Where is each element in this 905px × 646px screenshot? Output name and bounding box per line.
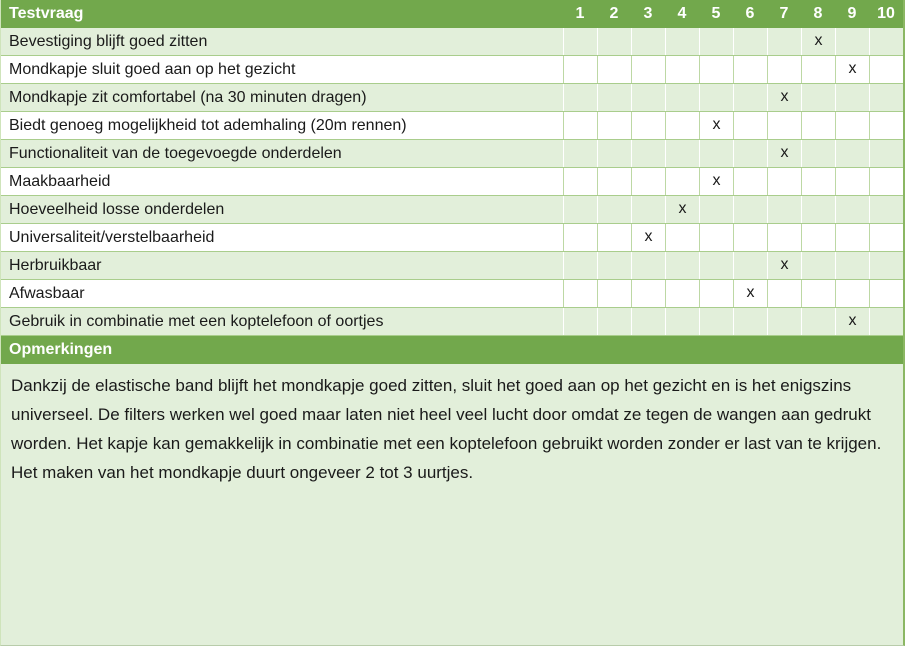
score-cell-10 — [869, 308, 903, 335]
row-label: Universaliteit/verstelbaarheid — [9, 229, 215, 246]
table-row — [1, 252, 903, 280]
row-label: Afwasbaar — [9, 285, 85, 302]
score-cell-5 — [699, 84, 733, 111]
score-cell-3 — [631, 112, 665, 139]
score-cell-7 — [767, 56, 801, 83]
row-score-cells — [563, 196, 903, 223]
score-mark-cell-9: x — [835, 56, 869, 83]
score-cell-7 — [767, 196, 801, 223]
score-column-headers — [563, 0, 903, 28]
score-cell-1 — [563, 84, 597, 111]
score-cell-2 — [597, 112, 631, 139]
score-cell-1 — [563, 196, 597, 223]
score-cell-3 — [631, 56, 665, 83]
score-mark-cell-4: x — [665, 196, 699, 223]
score-mark-cell-5: x — [699, 112, 733, 139]
score-cell-10 — [869, 28, 903, 55]
score-cell-6 — [733, 308, 767, 335]
score-cell-2 — [597, 308, 631, 335]
score-cell-8 — [801, 56, 835, 83]
row-label: Mondkapje sluit goed aan op het gezicht — [9, 61, 296, 78]
score-cell-6 — [733, 112, 767, 139]
score-cell-2 — [597, 56, 631, 83]
score-column-header-1: 1 — [575, 5, 585, 22]
score-cell-2 — [597, 224, 631, 251]
score-cell-9 — [835, 168, 869, 195]
score-cell-1 — [563, 56, 597, 83]
score-mark-cell-9: x — [835, 308, 869, 335]
score-cell-5 — [699, 28, 733, 55]
score-cell-5 — [699, 56, 733, 83]
score-column-header-8: 8 — [813, 5, 823, 22]
score-column-header-3: 3 — [643, 5, 653, 22]
score-cell-8 — [801, 168, 835, 195]
score-cell-1 — [563, 224, 597, 251]
row-score-cells — [563, 112, 903, 139]
score-cell-10 — [869, 56, 903, 83]
score-cell-8 — [801, 84, 835, 111]
comments-header — [1, 336, 903, 364]
row-label: Hoeveelheid losse onderdelen — [9, 201, 225, 218]
table-header-row — [1, 0, 903, 28]
score-cell-8 — [801, 140, 835, 167]
score-cell-9 — [835, 224, 869, 251]
row-score-cells — [563, 280, 903, 307]
row-label: Herbruikbaar — [9, 257, 102, 274]
row-score-cells — [563, 140, 903, 167]
score-cell-4 — [665, 28, 699, 55]
table-row — [1, 196, 903, 224]
comments-body — [1, 364, 903, 487]
score-cell-1 — [563, 280, 597, 307]
score-column-header-2: 2 — [609, 5, 619, 22]
table-row — [1, 280, 903, 308]
score-column-header-9: 9 — [847, 5, 857, 22]
score-cell-10 — [869, 168, 903, 195]
score-cell-5 — [699, 140, 733, 167]
score-cell-6 — [733, 168, 767, 195]
row-label: Maakbaarheid — [9, 173, 111, 190]
score-mark-cell-6: x — [733, 280, 767, 307]
score-column-header-4: 4 — [677, 5, 687, 22]
score-cell-1 — [563, 308, 597, 335]
table-row — [1, 308, 903, 336]
score-cell-6 — [733, 196, 767, 223]
score-cell-7 — [767, 28, 801, 55]
row-label: Gebruik in combinatie met een koptelefoon of oortjes — [9, 313, 384, 330]
score-cell-4 — [665, 56, 699, 83]
score-mark-cell-5: x — [699, 168, 733, 195]
score-mark-cell-7: x — [767, 252, 801, 279]
score-cell-4 — [665, 280, 699, 307]
score-mark-cell-7: x — [767, 140, 801, 167]
row-label: Functionaliteit van de toegevoegde onderdelen — [9, 145, 342, 162]
score-cell-10 — [869, 196, 903, 223]
table-row — [1, 140, 903, 168]
row-label: Bevestiging blijft goed zitten — [9, 33, 208, 50]
score-cell-9 — [835, 84, 869, 111]
score-cell-1 — [563, 168, 597, 195]
score-cell-4 — [665, 168, 699, 195]
row-label: Mondkapje zit comfortabel (na 30 minuten dragen) — [9, 89, 367, 106]
score-cell-8 — [801, 252, 835, 279]
score-cell-6 — [733, 84, 767, 111]
score-cell-7 — [767, 308, 801, 335]
score-cell-2 — [597, 280, 631, 307]
row-score-cells — [563, 252, 903, 279]
score-cell-5 — [699, 224, 733, 251]
score-cell-1 — [563, 28, 597, 55]
score-column-header-6: 6 — [745, 5, 755, 22]
score-cell-10 — [869, 84, 903, 111]
score-cell-8 — [801, 308, 835, 335]
score-cell-7 — [767, 280, 801, 307]
score-cell-8 — [801, 280, 835, 307]
score-cell-3 — [631, 308, 665, 335]
score-cell-4 — [665, 308, 699, 335]
score-cell-9 — [835, 252, 869, 279]
table-title: Testvraag — [9, 5, 84, 22]
score-cell-4 — [665, 224, 699, 251]
table-row — [1, 224, 903, 252]
score-cell-9 — [835, 112, 869, 139]
table-row — [1, 28, 903, 56]
score-cell-10 — [869, 140, 903, 167]
score-cell-9 — [835, 28, 869, 55]
score-cell-6 — [733, 140, 767, 167]
score-cell-1 — [563, 252, 597, 279]
score-cell-6 — [733, 224, 767, 251]
score-cell-4 — [665, 140, 699, 167]
score-cell-3 — [631, 252, 665, 279]
score-cell-3 — [631, 196, 665, 223]
score-cell-2 — [597, 196, 631, 223]
score-cell-4 — [665, 252, 699, 279]
score-cell-2 — [597, 28, 631, 55]
comments-title: Opmerkingen — [9, 341, 113, 358]
score-cell-4 — [665, 112, 699, 139]
row-score-cells — [563, 84, 903, 111]
score-mark-cell-3: x — [631, 224, 665, 251]
score-cell-5 — [699, 196, 733, 223]
score-column-header-7: 7 — [779, 5, 789, 22]
score-cell-7 — [767, 168, 801, 195]
score-cell-8 — [801, 224, 835, 251]
comments-text: Dankzij de elastische band blijft het mondkapje goed zitten, sluit het goed aan op het gezicht en is het enigszins universeel. De filters werken wel goed maar laten niet heel veel lucht door omdat ze tegen de wangen aan gedrukt worden. Het kapje kan gemakkelijk in combinatie met een koptelefoon gebruikt worden zonder er last van te krijgen. Het maken van het mondkapje duurt ongeveer 2 tot 3 uurtjes. — [11, 376, 882, 482]
score-cell-2 — [597, 84, 631, 111]
row-label: Biedt genoeg mogelijkheid tot ademhaling (20m rennen) — [9, 117, 407, 134]
score-cell-6 — [733, 28, 767, 55]
score-cell-3 — [631, 168, 665, 195]
score-cell-3 — [631, 84, 665, 111]
score-cell-3 — [631, 140, 665, 167]
score-cell-10 — [869, 224, 903, 251]
row-score-cells — [563, 224, 903, 251]
table-body — [1, 28, 903, 336]
score-cell-10 — [869, 112, 903, 139]
score-cell-9 — [835, 140, 869, 167]
score-cell-2 — [597, 252, 631, 279]
score-cell-5 — [699, 252, 733, 279]
score-cell-7 — [767, 112, 801, 139]
score-cell-3 — [631, 28, 665, 55]
score-cell-10 — [869, 252, 903, 279]
score-cell-2 — [597, 140, 631, 167]
score-cell-8 — [801, 112, 835, 139]
score-cell-9 — [835, 280, 869, 307]
score-cell-5 — [699, 308, 733, 335]
score-cell-3 — [631, 280, 665, 307]
score-column-header-10: 10 — [877, 5, 895, 22]
table-row — [1, 112, 903, 140]
score-cell-7 — [767, 224, 801, 251]
score-cell-10 — [869, 280, 903, 307]
score-cell-6 — [733, 252, 767, 279]
score-cell-8 — [801, 196, 835, 223]
score-cell-1 — [563, 140, 597, 167]
table-row — [1, 56, 903, 84]
score-cell-9 — [835, 196, 869, 223]
row-score-cells — [563, 308, 903, 335]
score-cell-2 — [597, 168, 631, 195]
score-mark-cell-7: x — [767, 84, 801, 111]
row-score-cells — [563, 168, 903, 195]
score-cell-1 — [563, 112, 597, 139]
table-row — [1, 168, 903, 196]
score-column-header-5: 5 — [711, 5, 721, 22]
score-cell-4 — [665, 84, 699, 111]
score-cell-6 — [733, 56, 767, 83]
score-mark-cell-8: x — [801, 28, 835, 55]
row-score-cells — [563, 28, 903, 55]
table-row — [1, 84, 903, 112]
row-score-cells — [563, 56, 903, 83]
score-cell-5 — [699, 280, 733, 307]
